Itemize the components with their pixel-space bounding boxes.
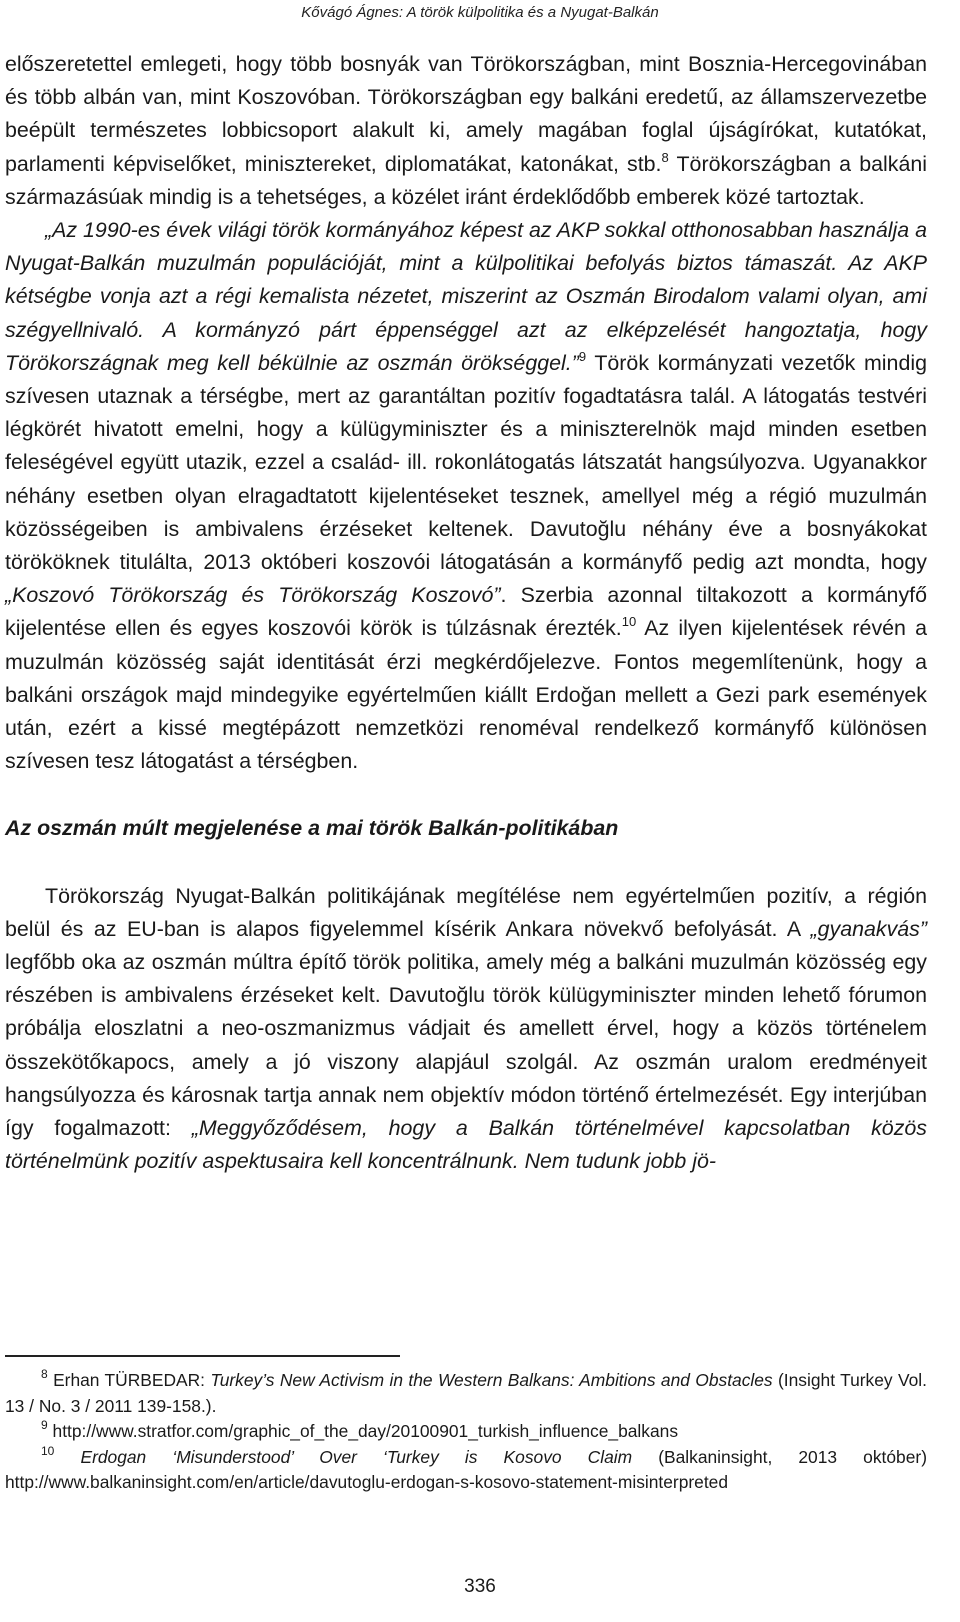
quote-kosovo: „Koszovó Törökország és Törökország Koszovó” (5, 583, 501, 608)
paragraph-text: Török kormányzati vezetők mindig szívesen utaznak a térségbe, mert az garantáltan pozitív fogadtatásra talál. A látogatás testvéri légkörét hivatott emelni, hogy a külügyminiszter és a miniszterelnök majd minden esetben feleségével együtt utazik, ezzel a család- ill. rokonlátogatás látszatát hangsúlyozva. Ugyanakkor néhány esetben olyan elragadtatott kijelentéseket tesznek, amellyel még a régió muzulmán közösségeiben is ambivalens érzéseket keltenek. Davutoğlu néhány éve a bosnyákokat törököknek titulálta, 2013 októberi koszovói látogatásán a kormányfő pedig azt mondta, hogy (5, 350, 927, 575)
footnote-author: Erhan TÜRBEDAR: (53, 1370, 211, 1390)
spacer (5, 846, 927, 880)
paragraph-text: Törökországban a balkáni származásúak mindig is a tehetséges, a közélet iránt érdeklődőbb emberek közé tartoztak. (5, 151, 927, 209)
footnote-text: (Balkaninsight, 2013 október) http://www.balkaninsight.com/en/article/davutoglu-erdogan-s-kosovo-statement-misinterpreted (5, 1446, 927, 1492)
paragraph-2 (5, 214, 927, 778)
footnote-link[interactable]: http://www.stratfor.com/graphic_of_the_day/20100901_turkish_influence_balkans (52, 1421, 679, 1441)
footnote-ref-9[interactable]: 9 (578, 348, 587, 364)
footnote-text: (Insight Turkey Vol. 13 / No. 3 / 2011 139-158.). (5, 1370, 927, 1416)
italic-term: „gyanakvás” (810, 916, 927, 941)
paragraph-3 (5, 880, 927, 1179)
footnote-number: 8 (41, 1367, 48, 1381)
quote-akp: „Az 1990-es évek világi török kormányához képest az AKP sokkal otthonosabban használja a Nyugat-Balkán muzulmán populációját, mint a külpolitikai befolyás biztos támaszát. Az AKP kétségbe vonja azt a régi kemalista nézetet, miszerint az Oszmán Birodalom valami olyan, ami szégyellnivaló. A kormányzó párt éppenséggel azt az elképzelését hangoztatja, hogy Törökországnak meg kell békülnie az oszmán örökséggel.” (5, 218, 927, 375)
quote-davutoglu: „Meggyőződésem, hogy a Balkán történelmével kapcsolatban közös történelmünk pozitív aspektusaira kell koncentrálnunk. Nem tudunk jobb jö- (5, 1116, 927, 1174)
footnote-9 (5, 1419, 927, 1445)
footnote-title: Erdogan ‘Misunderstood’ Over ‘Turkey is Kosovo Claim (80, 1446, 633, 1467)
spacer (5, 778, 927, 812)
footnote-ref-8[interactable]: 8 (661, 149, 669, 165)
footnote-ref-10[interactable]: 10 (621, 614, 637, 630)
section-heading: Az oszmán múlt megjelenése a mai török Balkán-politikában (5, 816, 619, 841)
paragraph-1 (5, 48, 927, 214)
running-header: Kővágó Ágnes: A török külpolitika és a Nyugat-Balkán (301, 4, 659, 21)
paragraph-text: Az ilyen kijelentések révén a muzulmán közösség saját identitását érzi megkérdőjelezve. Fontos megemlítenünk, hogy a balkáni országok majd mindegyike egyértelműen kiállt Erdoğan mellett a Gezi park események után, ezért a kissé megtépázott nemzetközi renoméval rendelkező kormányfő különösen szívesen tesz látogatást a térségben. (5, 616, 927, 774)
paragraph-text: Törökország Nyugat-Balkán politikájának megítélése nem egyértelműen pozitív, a régión belül és az EU-ban is alapos figyelemmel kísérik Ankara növekvő befolyását. A (5, 883, 927, 941)
footnote-number: 9 (41, 1418, 48, 1432)
footnote-number: 10 (41, 1443, 55, 1458)
footnotes (5, 1368, 927, 1496)
paragraph-text: előszeretettel emlegeti, hogy több bosnyák van Törökországban, mint Bosznia-Hercegovinában és több albán van, mint Koszovóban. Törökországban egy balkáni eredetű, az államszervezetbe beépült természetes lobbicsoport alakult ki, amely magában foglal újságírókat, kutatókat, parlamenti képviselőket, minisztereket, diplomatákat, katonákat, stb. (5, 52, 927, 176)
body-text (5, 48, 927, 1179)
paragraph-text: legfőbb oka az oszmán múltra építő török politika, amely még a balkáni muzulmán közösség egy részében is ambivalens érzéseket kelt. Davutoğlu török külügyminiszter minden lehető fórumon próbálja eloszlatni a neo-oszmanizmus vádjait és amellett érvel, hogy a közös történelem összekötőkapocs, amely a jó viszony alapjául szolgál. Az oszmán uralom eredményeit hangsúlyozza és károsnak tartja annak nem objektív módon történő értelmezését. Egy interjúban így fogalmazott: (5, 950, 927, 1141)
paragraph-text: . Szerbia azonnal tiltakozott a kormányfő kijelentése ellen és egyes koszovói körök is túlzásnak érezték. (5, 583, 927, 641)
footnote-10 (5, 1445, 927, 1496)
footnote-divider (5, 1355, 400, 1357)
footnote-8 (5, 1368, 927, 1419)
footnote-title: Turkey’s New Activism in the Western Balkans: Ambitions and Obstacles (210, 1370, 773, 1390)
page-number: 336 (464, 1576, 496, 1597)
